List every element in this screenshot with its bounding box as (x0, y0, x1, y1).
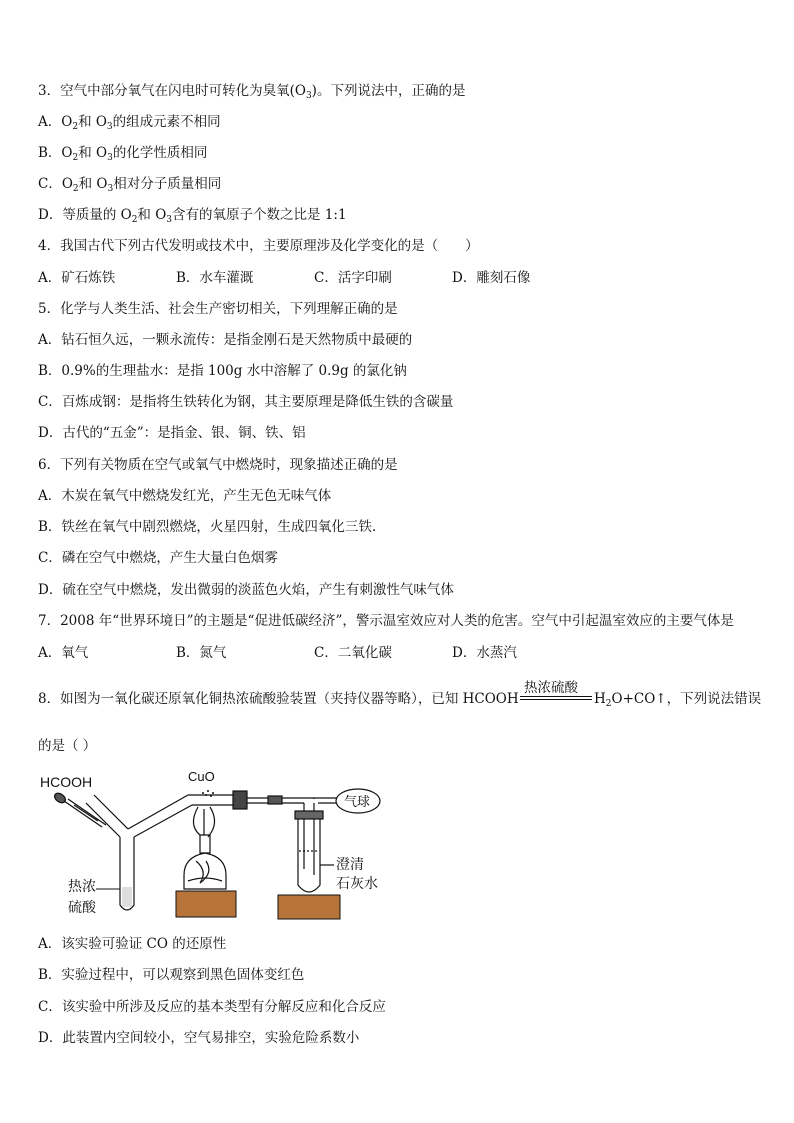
q4-option-a: A．矿石炼铁 (38, 270, 116, 286)
balloon-icon (336, 789, 380, 813)
q3-option-b: B．$O_2$和 $O_3$的化学性质相同 (38, 145, 208, 163)
apparatus-figure (38, 765, 418, 925)
q6-option-d: D．硫在空气中燃烧，发出微弱的淡蓝色火焰，产生有刺激性气味气体 (38, 582, 454, 598)
q3-stem: 3．空气中部分氧气在闪电时可转化为臭氧$(O_3)$。下列说法中，正确的是 (38, 83, 466, 101)
label-acid-line1: 热浓 (68, 879, 96, 895)
label-hcooh: HCOOH (40, 774, 93, 790)
q4-option-d: D．雕刻石像 (452, 270, 531, 286)
q7-option-c: C．二氧化碳 (314, 645, 392, 661)
q5-stem: 5．化学与人类生活、社会生产密切相关，下列理解正确的是 (38, 301, 398, 317)
q3-option-c: C．$O_2$和 $O_3$相对分子质量相同 (38, 176, 222, 194)
q4-option-c: C．活字印刷 (314, 270, 392, 286)
q6-option-c: C．磷在空气中燃烧，产生大量白色烟雾 (38, 550, 278, 566)
q8-option-d: D．此装置内空间较小，空气易排空，实验危险系数小 (38, 1030, 360, 1046)
alcohol-lamp-icon (184, 807, 226, 889)
label-cuo: CuO (188, 769, 215, 784)
reaction-condition: 热浓硫酸 (524, 680, 578, 696)
dropper-icon (53, 791, 106, 827)
q5-option-b: B．0.9%的生理盐水：是指 100g 水中溶解了 0.9g 的氯化钠 (38, 363, 407, 379)
q8-option-b: B．实验过程中，可以观察到黑色固体变红色 (38, 967, 305, 983)
q4-stem: 4．我国古代下列古代发明或技术中，主要原理涉及化学变化的是（ ） (38, 238, 479, 254)
q8-stem-part1: 8．如图为一氧化碳还原氧化铜热浓硫酸验装置（夹持仪器等略），已知 HCOOH (38, 691, 519, 707)
label-lime-line2: 石灰水 (336, 876, 378, 892)
q5-option-d: D．古代的“五金”：是指金、银、铜、铁、铝 (38, 425, 306, 441)
connecting-tube-icon (247, 796, 338, 875)
q5-option-c: C．百炼成钢：是指将生铁转化为钢，其主要原理是降低生铁的含碳量 (38, 394, 454, 410)
q6-option-a: A．木炭在氧气中燃烧发红光，产生无色无味气体 (38, 488, 332, 504)
q3-option-a: A．$O_2$和 $O_3$的组成元素不相同 (38, 114, 221, 132)
tube-block-icon (278, 895, 340, 919)
q7-option-d: D．水蒸汽 (452, 645, 517, 661)
q5-option-a: A．钻石恒久远，一颗永流传：是指金刚石是天然物质中最硬的 (38, 332, 413, 348)
reaction-condition-arrow (520, 676, 592, 712)
q8-option-a: A．该实验可验证 CO 的还原性 (38, 936, 227, 952)
label-lime-line1: 澄清 (336, 857, 364, 873)
label-acid-line2: 硫酸 (68, 900, 96, 916)
lamp-block-icon (176, 891, 236, 917)
q4-option-b: B．水车灌溉 (176, 270, 254, 286)
q7-stem: 7．2008 年“世界环境日”的主题是“促进低碳经济”，警示温室效应对人类的危害。空气中引起温室效应的主要气体是 (38, 613, 734, 629)
q8-stem-part2: 的是（ ） (38, 738, 97, 754)
q7-option-b: B．氮气 (176, 645, 227, 661)
q8-equation-products: $H_2O+CO↑$，下列说法错误 (594, 691, 762, 709)
q3-option-d: D．等质量的 $O_2$和 $O_3$含有的氧原子个数之比是 1:1 (38, 207, 347, 225)
cuo-powder-icon (202, 790, 214, 797)
q8-option-c: C．该实验中所涉及反应的基本类型有分解反应和化合反应 (38, 999, 386, 1015)
q6-stem: 6．下列有关物质在空气或氧气中燃烧时，现象描述正确的是 (38, 457, 398, 473)
label-balloon: 气球 (344, 795, 371, 810)
q6-option-b: B．铁丝在氧气中剧烈燃烧，火星四射，生成四氧化三铁. (38, 519, 377, 535)
q7-option-a: A．氧气 (38, 645, 89, 661)
